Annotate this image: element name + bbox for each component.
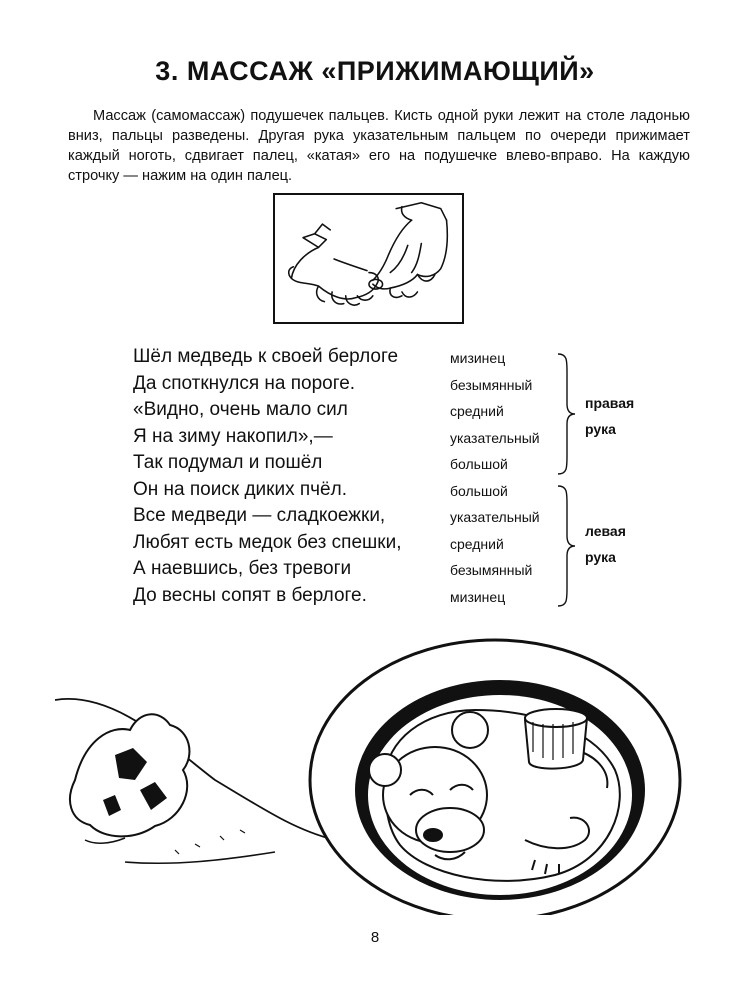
right-hand-label-line1: правая (585, 395, 635, 411)
snowy-bush (70, 714, 189, 843)
finger-name: мизинец (450, 350, 506, 366)
honey-pot (525, 709, 587, 769)
finger-name: указательный (450, 509, 540, 525)
poem-line: Все медведи — сладкоежки, (133, 505, 386, 526)
poem-line: Шёл медведь к своей берлоге (133, 346, 399, 367)
left-hand-label-line2: рука (585, 549, 616, 565)
finger-name: мизинец (450, 588, 506, 605)
poem-row (0, 530, 750, 556)
brace-icon (555, 352, 579, 476)
page-title: 3. МАССАЖ «ПРИЖИМАЮЩИЙ» (155, 56, 595, 86)
poem-line: «Видно, очень мало сил (133, 399, 348, 420)
intro-paragraph (68, 106, 690, 186)
poem-line: До весны сопят в берлоге. (133, 584, 367, 606)
finger-name: безымянный (450, 562, 533, 578)
poem-line: Да споткнулся на пороге. (133, 372, 356, 394)
finger-name: указательный (450, 429, 540, 446)
left-hand-label-line1: левая (585, 523, 626, 539)
poem-row (0, 424, 750, 450)
poem-row (0, 583, 750, 609)
finger-name: безымянный (450, 376, 533, 393)
hands-drawing (275, 195, 462, 322)
poem-row (0, 344, 750, 370)
right-hand-label (585, 390, 634, 442)
poem-line: Он на поиск диких пчёл. (133, 478, 347, 500)
page-number: 8 (370, 929, 380, 946)
poem-line: Я на зиму накопил»,— (133, 425, 333, 447)
poem-row (0, 556, 750, 582)
poem-row (0, 503, 750, 529)
finger-name: средний (450, 403, 504, 419)
poem-row (0, 477, 750, 503)
intro-text: Массаж (самомассаж) подушечек пальцев. Кисть одной руки лежит на столе ладонью вниз, пальцы разведены. Другая рука указательным пальцем по очереди прижимает каждый ноготь, сдвигает палец, «катая» его на подушечке влево-вправо. На каждую строчку — нажим на один палец. (68, 108, 690, 184)
hands-massage-illustration (273, 193, 464, 324)
poem-row (0, 371, 750, 397)
poem-block (0, 344, 750, 614)
right-hand-label-line2: рука (585, 421, 616, 437)
brace-icon (555, 484, 579, 608)
right-hand-brace (555, 352, 579, 476)
poem-line: Любят есть медок без спешки, (133, 531, 402, 553)
poem-line: А наевшись, без тревоги (133, 558, 352, 579)
bear-sleeping-in-den-drawing (55, 630, 695, 915)
bear-den-illustration (55, 630, 695, 915)
finger-name: большой (450, 482, 508, 499)
left-hand-label (585, 518, 626, 570)
finger-name: средний (450, 535, 504, 552)
left-hand-brace (555, 484, 579, 608)
poem-row (0, 397, 750, 423)
poem-line: Так подумал и пошёл (133, 452, 323, 473)
finger-name: большой (450, 456, 508, 472)
poem-row (0, 450, 750, 476)
